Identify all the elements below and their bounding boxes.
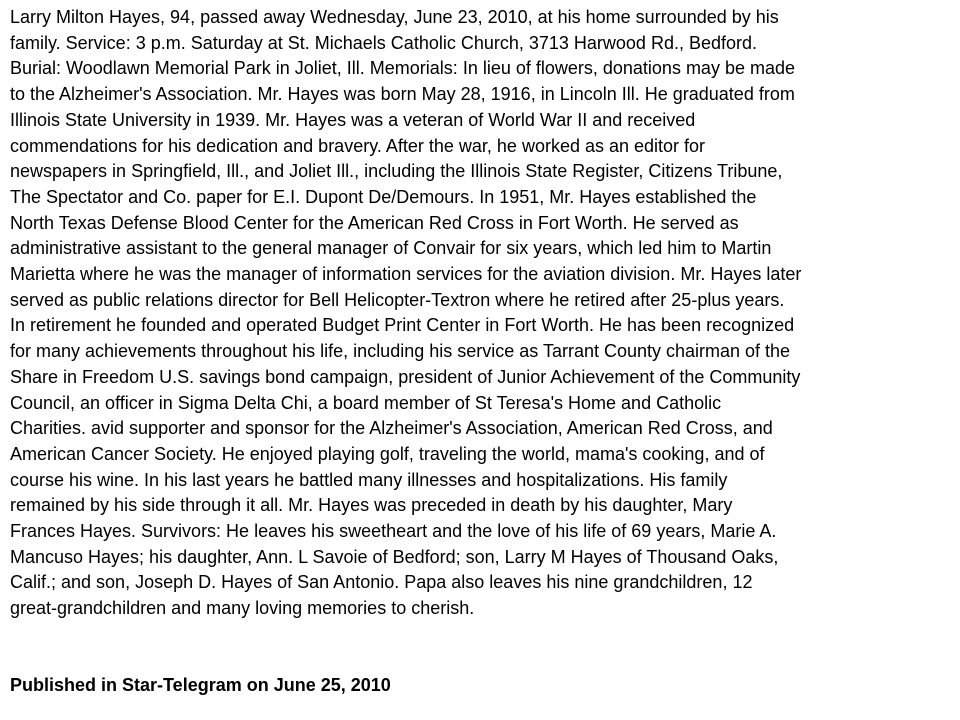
- obituary-page: [10, 5, 955, 699]
- obituary-line-2: family. Service: 3 p.m. Saturday at St. Michaels Catholic Church, 3713 Harwood Rd., Bedford.: [10, 32, 757, 53]
- obituary-line-24: great-grandchildren and many loving memories to cherish.: [10, 598, 475, 619]
- obituary-line-15: Share in Freedom U.S. savings bond campaign, president of Junior Achievement of the Community: [10, 366, 801, 387]
- obituary-line-19: course his wine. In his last years he battled many illnesses and hospitalizations. His family: [10, 469, 728, 490]
- obituary-line-4: to the Alzheimer's Association. Mr. Hayes was born May 28, 1916, in Lincoln Ill. He graduated from: [10, 84, 795, 105]
- obituary-line-18: American Cancer Society. He enjoyed playing golf, traveling the world, mama's cooking, and of: [10, 443, 765, 464]
- obituary-line-23: Calif.; and son, Joseph D. Hayes of San Antonio. Papa also leaves his nine grandchildren, 12: [10, 572, 753, 593]
- blank-space: [10, 622, 955, 673]
- obituary-line-17: Charities. avid supporter and sponsor for the Alzheimer's Association, American Red Cross, and: [10, 418, 773, 439]
- obituary-line-11: Marietta where he was the manager of information services for the aviation division. Mr. Hayes later: [10, 264, 802, 285]
- obituary-line-8: The Spectator and Co. paper for E.I. Dupont De/Demours. In 1951, Mr. Hayes established the: [10, 186, 757, 207]
- obituary-line-9: North Texas Defense Blood Center for the American Red Cross in Fort Worth. He served as: [10, 212, 739, 233]
- obituary-line-21: Frances Hayes. Survivors: He leaves his sweetheart and the love of his life of 69 years, Marie A.: [10, 521, 777, 542]
- obituary-line-20: remained by his side through it all. Mr. Hayes was preceded in death by his daughter, Mary: [10, 495, 733, 516]
- obituary-line-6: commendations for his dedication and bravery. After the war, he worked as an editor for: [10, 135, 706, 156]
- obituary-line-7: newspapers in Springfield, Ill., and Joliet Ill., including the Illinois State Register, Citizens Tribune,: [10, 161, 783, 182]
- obituary-line-5: Illinois State University in 1939. Mr. Hayes was a veteran of World War II and received: [10, 109, 696, 130]
- obituary-line-22: Mancuso Hayes; his daughter, Ann. L Savoie of Bedford; son, Larry M Hayes of Thousand Oaks,: [10, 546, 779, 567]
- publication-note: Published in Star-Telegram on June 25, 2010: [10, 675, 391, 696]
- obituary-body: [10, 5, 955, 622]
- obituary-line-12: served as public relations director for Bell Helicopter-Textron where he retired after 25-plus years.: [10, 289, 785, 310]
- obituary-line-3: Burial: Woodlawn Memorial Park in Joliet, Ill. Memorials: In lieu of flowers, donations may be made: [10, 58, 795, 79]
- obituary-line-14: for many achievements throughout his life, including his service as Tarrant County chairman of the: [10, 341, 791, 362]
- obituary-line-16: Council, an officer in Sigma Delta Chi, a board member of St Teresa's Home and Catholic: [10, 392, 722, 413]
- obituary-line-13: In retirement he founded and operated Budget Print Center in Fort Worth. He has been recognized: [10, 315, 795, 336]
- obituary-line-10: administrative assistant to the general manager of Convair for six years, which led him to Martin: [10, 238, 772, 259]
- obituary-line-1: Larry Milton Hayes, 94, passed away Wednesday, June 23, 2010, at his home surrounded by his: [10, 7, 779, 27]
